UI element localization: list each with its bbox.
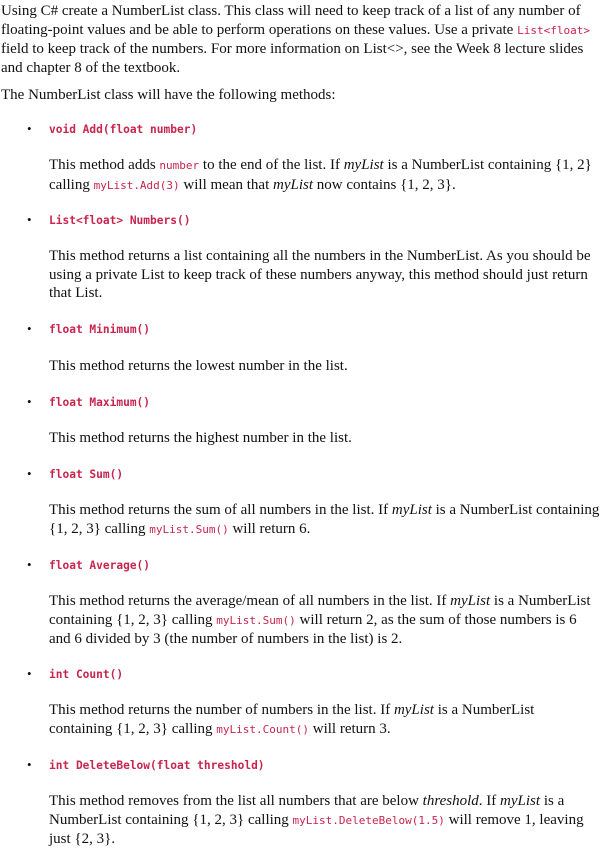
deletebelow-desc-text: will remove 1, leaving just {2, 3}.	[49, 811, 584, 847]
method-signature-minimum: float Minimum()	[49, 323, 151, 336]
add-desc-code-number: number	[159, 159, 200, 172]
method-description-add	[49, 156, 601, 195]
add-desc-text: will mean that	[179, 176, 273, 193]
add-desc-text: This method adds	[49, 157, 160, 173]
average-desc-code-call: myList.Sum()	[216, 613, 296, 627]
average-desc-text: will return 2, as the sum of those numbers is 6 and 6 divided by 3 (the number of numbers in the list) is 2.	[49, 611, 577, 647]
add-desc-emphasis: myList	[343, 157, 384, 173]
deletebelow-desc-emphasis: threshold	[422, 793, 479, 809]
sum-desc-emphasis: myList	[391, 502, 432, 518]
method-description-maximum: This method returns the highest number in the list.	[49, 430, 352, 446]
average-desc-emphasis: myList	[450, 593, 491, 609]
intro-text-2: field to keep track of the numbers. For more information on List<>, see the Week 8 lecture slides and chapter 8 of the textbook.	[1, 41, 584, 76]
average-desc-text: is a NumberList containing {1, 2, 3} calling	[49, 593, 591, 628]
intro-paragraph	[1, 2, 603, 77]
method-signature-maximum: float Maximum()	[49, 396, 151, 409]
method-signature-count: int Count()	[49, 668, 124, 681]
method-description-sum	[49, 501, 601, 539]
count-desc-text: is a NumberList containing {1, 2, 3} calling	[49, 702, 535, 737]
method-description-minimum: This method returns the lowest number in the list.	[49, 358, 348, 374]
method-description-deletebelow	[49, 792, 601, 849]
bullet-maximum: •	[27, 394, 32, 409]
average-desc-text: This method returns the average/mean of all numbers in the list. If	[49, 593, 451, 609]
intro-code-list-float: List<float>	[517, 23, 590, 37]
count-desc-emphasis: myList	[393, 702, 434, 718]
bullet-deletebelow: •	[27, 757, 32, 772]
method-description-numbers: This method returns a list containing all the numbers in the NumberList. As you should be using a private List to keep track of these numbers anyway, this method should just return that List.	[49, 248, 591, 301]
method-description-average	[49, 592, 601, 649]
bullet-count: •	[27, 666, 32, 681]
intro-text-1: Using C# create a NumberList class. This class will need to keep track of a list of any number of floating-point values and be able to perform operations on these values. Use a private	[1, 3, 581, 38]
bullet-add: •	[27, 121, 32, 136]
deletebelow-desc-emphasis: myList	[500, 793, 541, 809]
deletebelow-desc-code-call: myList.DeleteBelow(1.5)	[292, 813, 445, 827]
method-signature-numbers: List<float> Numbers()	[49, 214, 191, 227]
add-desc-emphasis: myList	[272, 176, 313, 193]
deletebelow-desc-text: is a NumberList containing {1, 2, 3} calling	[49, 793, 565, 828]
sum-desc-code-call: myList.Sum()	[149, 522, 229, 536]
deletebelow-desc-text: This method removes from the list all numbers that are below	[49, 793, 423, 809]
bullet-numbers: •	[27, 212, 32, 227]
count-desc-text: will return 3.	[309, 720, 391, 737]
add-desc-text: is a NumberList containing {1, 2} calling	[49, 157, 592, 193]
method-description-count	[49, 701, 601, 739]
method-signature-average: float Average()	[49, 559, 151, 572]
bullet-sum: •	[27, 466, 32, 481]
count-desc-text: This method returns the number of numbers in the list. If	[49, 702, 394, 718]
add-desc-text: to the end of the list. If	[199, 157, 344, 173]
bullet-minimum: •	[27, 321, 32, 336]
add-desc-text: now contains {1, 2, 3}.	[313, 176, 456, 193]
count-desc-code-call: myList.Count()	[216, 722, 310, 736]
method-signature-deletebelow: int DeleteBelow(float threshold)	[49, 759, 265, 772]
sum-desc-text: This method returns the sum of all numbers in the list. If	[49, 502, 392, 518]
bullet-average: •	[27, 557, 32, 572]
method-signature-add: void Add(float number)	[49, 123, 198, 136]
add-desc-code-call: myList.Add(3)	[93, 178, 180, 192]
deletebelow-desc-text: . If	[478, 793, 501, 809]
methods-lead-paragraph: The NumberList class will have the following methods:	[1, 87, 336, 103]
method-signature-sum: float Sum()	[49, 468, 124, 481]
sum-desc-text: will return 6.	[228, 520, 311, 537]
sum-desc-text: is a NumberList containing {1, 2, 3} calling	[49, 502, 600, 537]
